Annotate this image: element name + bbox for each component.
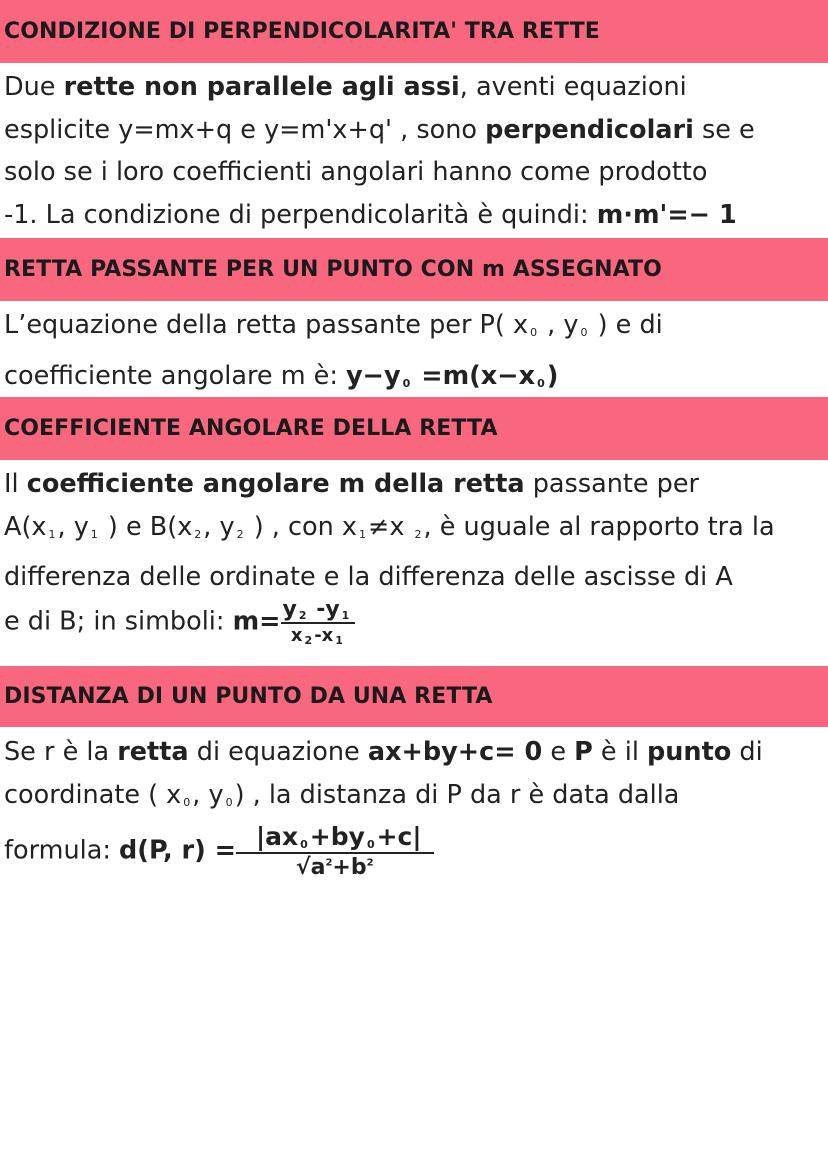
section-title: CONDIZIONE DI PERPENDICOLARITA' TRA RETTE	[4, 19, 600, 44]
text-line: -1. La condizione di perpendicolarità è quindi: m·m'=− 1	[4, 199, 737, 230]
distance-fraction	[236, 824, 434, 879]
text-line: e di B; in simboli: m= y $_2$ -y $_1$ x $_2$ -x $_1$	[4, 599, 826, 646]
text-line: Se r è la retta di equazione ax+by+c= 0 e P è il punto di	[4, 737, 763, 767]
text-line: Due rette non parallele agli assi, aventi equazioni	[4, 72, 687, 102]
section-title: RETTA PASSANTE PER UN PUNTO CON m ASSEGNATO	[4, 257, 662, 282]
section-header-retta-punto	[0, 238, 828, 301]
section-header-coefficiente	[0, 397, 828, 460]
paragraph-retta-punto	[4, 304, 826, 405]
text-line: coefficiente angolare m è: y−y $_0$ =m(x−x $_0$)	[4, 360, 559, 391]
section-title: COEFFICIENTE ANGOLARE DELLA RETTA	[4, 416, 498, 441]
text-line: differenza delle ordinate e la differenza delle ascisse di A	[4, 562, 733, 592]
fraction-denominator: $√a^2+b^2$	[295, 855, 374, 880]
fraction-numerator: |ax $_0$+by $_0$+c|	[236, 824, 434, 854]
slope-fraction	[281, 596, 356, 647]
fraction-numerator: y $_2$ -y $_1$	[281, 599, 356, 624]
text-line: A(x $_1$, y $_1$ ) e B(x $_2$, y $_2$ ) , con x $_1$≠x $_2$, è uguale al rapporto tra la	[4, 511, 775, 542]
text-line: L’equazione della retta passante per P( x $_0$ , y $_0$ ) e di	[4, 310, 663, 340]
section-header-distanza	[0, 666, 828, 727]
line-through-point-formula: y−y $_0$ =m(x−x $_0$)	[346, 360, 559, 391]
paragraph-perpendicolarita	[4, 66, 826, 236]
text-line: formula: d(P, r) = $\frac{|ax _0+by _0+c|}{√a^2+b^2}$	[4, 824, 826, 879]
section-header-perpendicolarita	[0, 0, 828, 63]
paragraph-coefficiente	[4, 463, 826, 646]
perpendicular-condition-formula: m·m'=− 1	[596, 199, 737, 230]
text-line: coordinate ( x $_0$, y $_0$) , la distanza di P da r è data dalla	[4, 779, 680, 810]
paragraph-distanza	[4, 731, 826, 879]
text-line: solo se i loro coefficienti angolari hanno come prodotto	[4, 157, 708, 187]
text-line: Il coefficiente angolare m della retta passante per	[4, 469, 700, 499]
section-title: DISTANZA DI UN PUNTO DA UNA RETTA	[4, 684, 493, 709]
text-line: esplicite y=mx+q e y=m'x+q' , sono perpendicolari se e	[4, 114, 755, 145]
fraction-denominator: x $_2$ -x $_1$	[290, 624, 343, 647]
